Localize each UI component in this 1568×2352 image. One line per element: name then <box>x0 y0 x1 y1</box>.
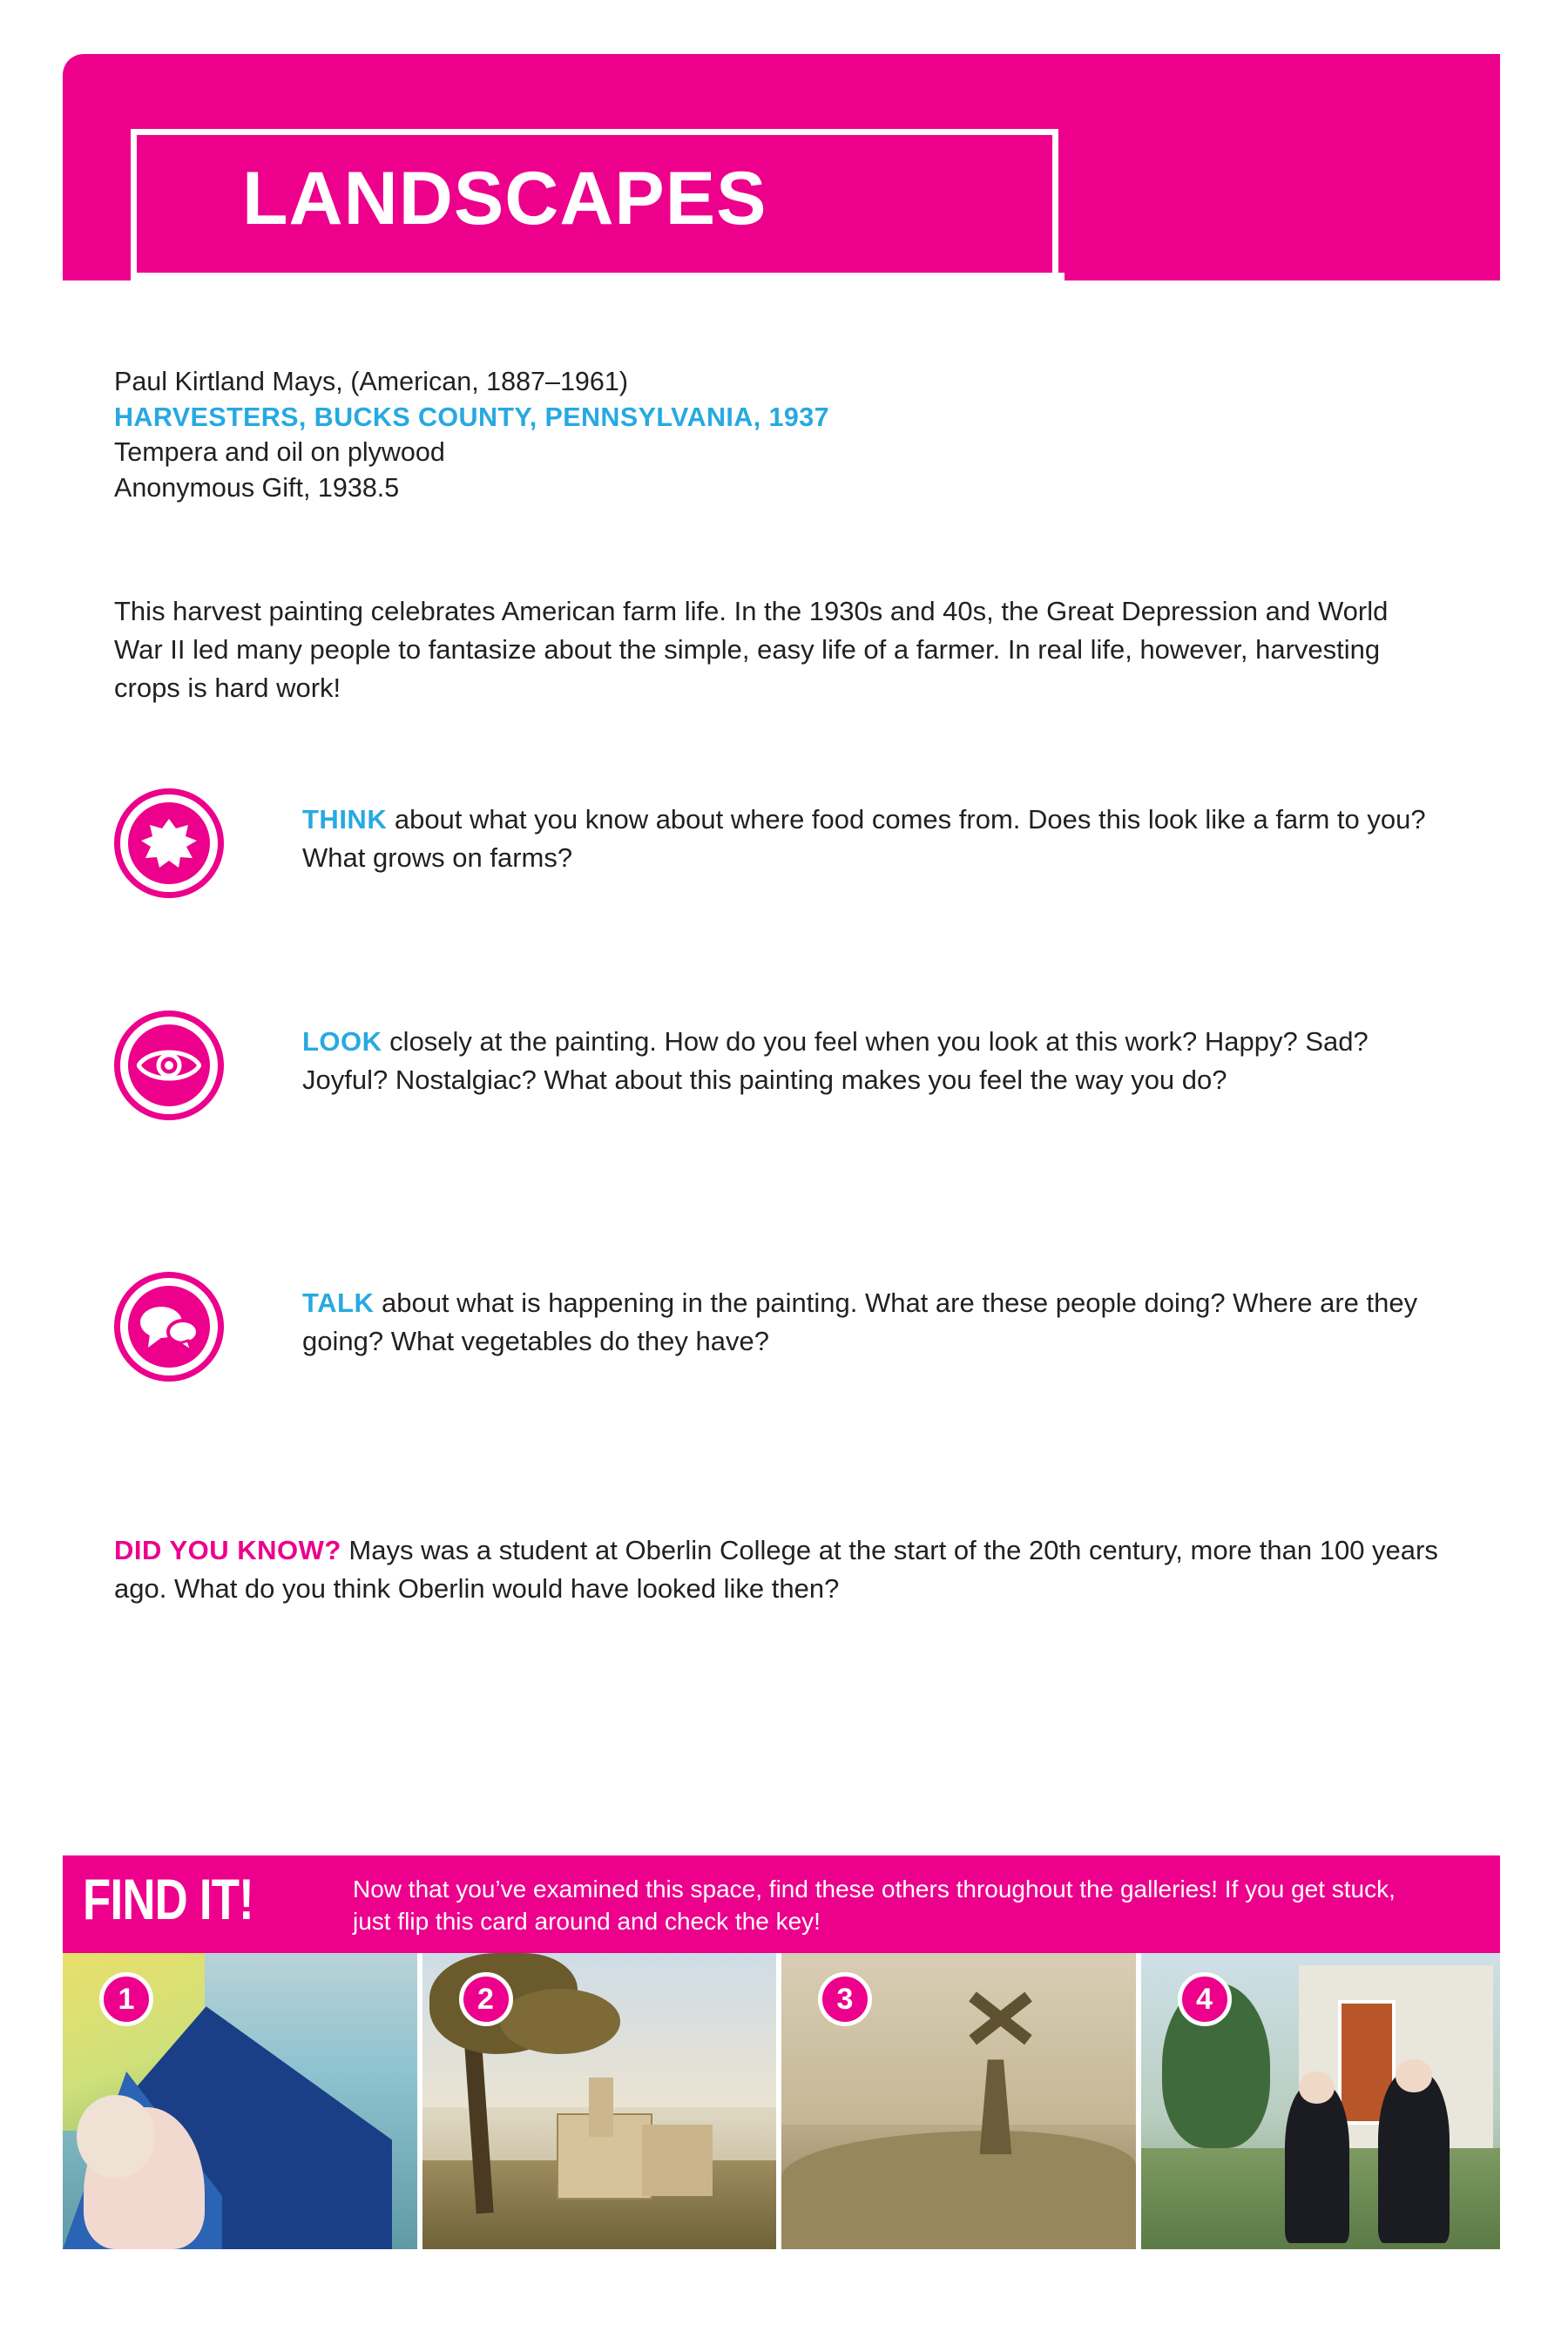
thumbnail-3[interactable] <box>781 1953 1141 2249</box>
artwork-credit <box>114 364 1403 505</box>
prompt-body-think: about what you know about where food comes from. Does this look like a farm to you? What grows on farms? <box>302 804 1426 874</box>
did-you-know <box>114 1531 1438 1608</box>
prompt-text-talk <box>302 1284 1435 1361</box>
find-it-subtitle: Now that you’ve examined this space, find these others throughout the galleries! If you get stuck, just flip this card around and check the key! <box>353 1876 1396 1936</box>
intro-paragraph: This harvest painting celebrates American farm life. In the 1930s and 40s, the Great Depression and World War II led many people to fantasize about the simple, easy life of a farmer. In real life, however, harvesting crops is hard work! <box>114 596 1389 704</box>
did-you-know-keyword: DID YOU KNOW? <box>114 1535 341 1565</box>
prompt-keyword-look: LOOK <box>302 1026 382 1057</box>
prompt-icon-think <box>114 788 224 898</box>
header-frame-mask <box>132 273 1064 299</box>
thumbnail-3-badge: 3 <box>818 1972 872 2026</box>
find-it-thumbnails <box>63 1953 1500 2249</box>
thumbnail-2-badge: 2 <box>459 1972 513 2026</box>
artwork-medium: Tempera and oil on plywood <box>114 437 445 468</box>
prompt-icon-talk <box>114 1272 224 1382</box>
thumbnail-4[interactable] <box>1141 1953 1501 2249</box>
find-it-title: FIND IT! <box>83 1867 253 1931</box>
prompt-text-look <box>302 1023 1435 1099</box>
prompt-text-think <box>302 801 1435 877</box>
thumbnail-2[interactable] <box>422 1953 782 2249</box>
prompt-icon-look <box>114 1010 224 1120</box>
artwork-acquisition: Anonymous Gift, 1938.5 <box>114 472 400 503</box>
prompt-body-talk: about what is happening in the painting. What are these people doing? Where are they going? What vegetables do they have? <box>302 1288 1418 1357</box>
prompt-keyword-talk: TALK <box>302 1288 375 1318</box>
artwork-title: HARVESTERS, BUCKS COUNTY, PENNSYLVANIA, 1937 <box>114 402 829 432</box>
page-title: LANDSCAPES <box>242 157 767 240</box>
thumbnail-1-badge: 1 <box>99 1972 153 2026</box>
prompt-keyword-think: THINK <box>302 804 388 835</box>
prompt-body-look: closely at the painting. How do you feel when you look at this work? Happy? Sad? Joyful? Nostalgiac? What about this painting makes you feel the way you do? <box>302 1026 1369 1096</box>
artist-line: Paul Kirtland Mays, (American, 1887–1961) <box>114 367 628 396</box>
did-you-know-body: Mays was a student at Oberlin College at the start of the 20th century, more than 100 years ago. What do you think Oberlin would have looked like then? <box>114 1535 1438 1605</box>
thumbnail-4-badge: 4 <box>1178 1972 1232 2026</box>
thumbnail-1[interactable] <box>63 1953 422 2249</box>
